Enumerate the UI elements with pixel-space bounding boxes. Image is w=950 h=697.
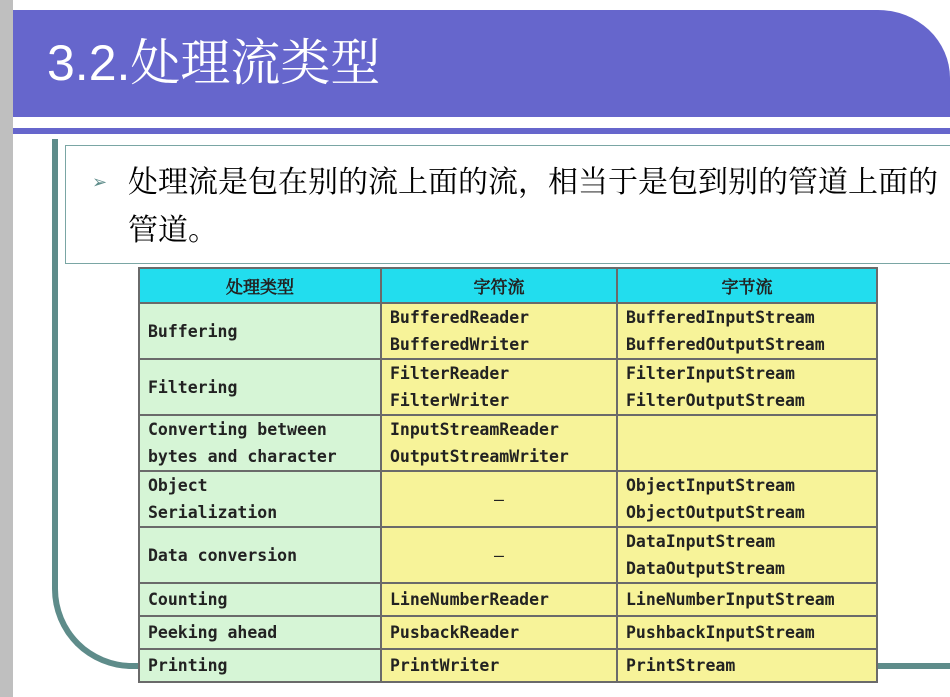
byte-stream-cell <box>617 303 877 359</box>
processing-type-cell <box>139 527 381 583</box>
character-stream-cell <box>381 527 617 583</box>
left-edge-strip <box>0 0 13 697</box>
processing-type-cell <box>139 415 381 471</box>
character-stream-cell <box>381 415 617 471</box>
table-row <box>139 415 877 471</box>
table-row <box>139 649 877 682</box>
byte-stream-cell <box>617 649 877 682</box>
table-body <box>139 303 877 682</box>
cell-line: ObjectInputStream <box>626 476 795 495</box>
cell-line: InputStreamReader <box>390 420 559 439</box>
character-stream-cell <box>381 471 617 527</box>
cell-line: Object <box>148 476 208 495</box>
cell-line: Printing <box>148 656 228 675</box>
cell-line: bytes and character <box>148 447 337 466</box>
cell-line: DataOutputStream <box>626 559 785 578</box>
header-byte-stream: 字节流 <box>617 268 877 303</box>
cell-line: OutputStreamWriter <box>390 447 569 466</box>
cell-line: PusbackReader <box>390 623 520 642</box>
cell-line: PrintWriter <box>390 656 500 675</box>
table-row <box>139 527 877 583</box>
table-row <box>139 471 877 527</box>
empty-dash: — <box>494 489 504 509</box>
cell-line: ObjectOutputStream <box>626 503 805 522</box>
table-row <box>139 303 877 359</box>
cell-line: BufferedInputStream <box>626 308 815 327</box>
empty-dash: — <box>494 545 504 565</box>
byte-stream-cell <box>617 359 877 415</box>
processing-type-cell <box>139 649 381 682</box>
cell-line: Data conversion <box>148 545 298 565</box>
cell-line: FilterOutputStream <box>626 391 805 410</box>
cell-line: Converting between <box>148 420 327 439</box>
table-header-row <box>139 268 877 303</box>
bullet-text: 处理流是包在别的流上面的流，相当于是包到别的管道上面的管道。 <box>128 165 938 248</box>
cell-line: FilterReader <box>390 364 510 383</box>
cell-line: Buffering <box>148 321 238 341</box>
byte-stream-cell <box>617 471 877 527</box>
character-stream-cell <box>381 649 617 682</box>
cell-line: PrintStream <box>626 656 736 675</box>
cell-line: BufferedReader <box>390 308 530 327</box>
byte-stream-cell <box>617 616 877 649</box>
cell-line: FilterInputStream <box>626 364 795 383</box>
header-character-stream: 字符流 <box>381 268 617 303</box>
cell-line: BufferedWriter <box>390 335 530 354</box>
title-underline-rule <box>13 128 950 134</box>
arrow-bullet-icon: ➢ <box>92 172 108 193</box>
slide-title: 3.2.处理流类型 <box>47 35 381 91</box>
processing-type-cell <box>139 359 381 415</box>
character-stream-cell <box>381 616 617 649</box>
table-row <box>139 583 877 616</box>
cell-line: FilterWriter <box>390 391 510 410</box>
cell-line: Serialization <box>148 503 278 522</box>
processing-type-cell <box>139 471 381 527</box>
processing-type-cell <box>139 583 381 616</box>
cell-line: Filtering <box>148 377 238 397</box>
stream-types-table <box>138 267 878 683</box>
cell-line: DataInputStream <box>626 532 776 551</box>
cell-line: BufferedOutputStream <box>626 335 825 354</box>
cell-line: PushbackInputStream <box>626 623 815 642</box>
table-row <box>139 616 877 649</box>
table-row <box>139 359 877 415</box>
processing-type-cell <box>139 303 381 359</box>
processing-type-cell <box>139 616 381 649</box>
cell-line: LineNumberInputStream <box>626 590 835 609</box>
header-processing-type: 处理类型 <box>139 268 381 303</box>
cell-line: Counting <box>148 590 228 609</box>
character-stream-cell <box>381 303 617 359</box>
cell-line: Peeking ahead <box>148 623 278 642</box>
character-stream-cell <box>381 583 617 616</box>
byte-stream-cell <box>617 583 877 616</box>
character-stream-cell <box>381 359 617 415</box>
byte-stream-cell <box>617 415 877 471</box>
byte-stream-cell <box>617 527 877 583</box>
cell-line: LineNumberReader <box>390 590 549 609</box>
